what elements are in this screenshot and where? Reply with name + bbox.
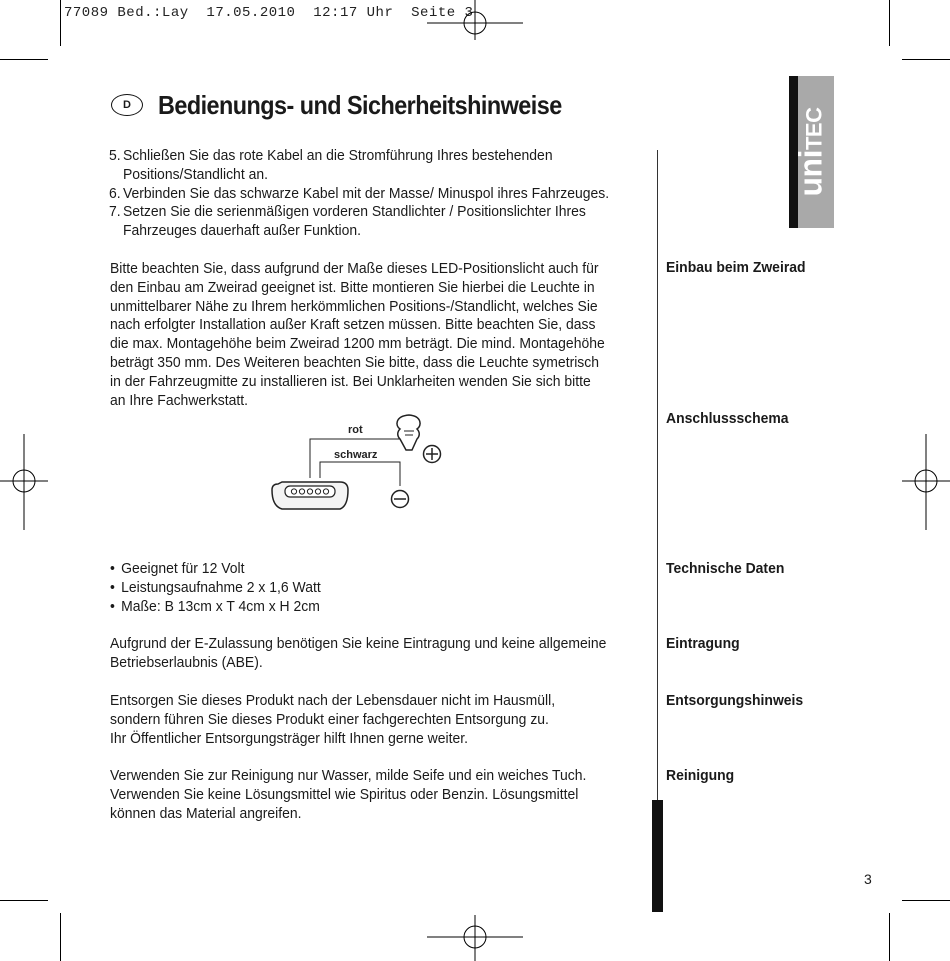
step-number: 6. — [109, 184, 121, 202]
page-number: 3 — [864, 871, 872, 887]
crop-mark — [902, 59, 950, 60]
registration-mark-icon — [0, 432, 48, 532]
led-light-icon — [272, 482, 348, 509]
red-wire-label: rot — [348, 424, 363, 436]
text-line: den Einbau am Zweirad geeignet ist. Bitte montieren Sie hierbei die Leuchte in — [110, 278, 595, 296]
text-line: können das Material angreifen. — [110, 804, 302, 822]
registration-mark-icon — [425, 0, 525, 40]
text-line: Betriebserlaubnis (ABE). — [110, 653, 263, 671]
crop-mark — [889, 913, 890, 961]
side-heading-specs: Technische Daten — [666, 560, 785, 577]
text-line: Aufgrund der E-Zulassung benötigen Sie keine Eintragung und keine allgemeine — [110, 635, 607, 652]
text-line: Bitte beachten Sie, dass aufgrund der Maße dieses LED-Positionslicht auch für — [110, 260, 599, 277]
text-line: Verwenden Sie keine Lösungsmittel wie Spiritus oder Benzin. Lösungsmittel — [110, 785, 579, 803]
mounting-paragraph — [110, 260, 605, 410]
crop-mark — [60, 913, 61, 961]
side-heading-mounting: Einbau beim Zweirad — [666, 259, 806, 276]
column-divider — [657, 150, 658, 800]
minus-terminal-icon — [392, 491, 409, 508]
text-line: Entsorgen Sie dieses Produkt nach der Lebensdauer nicht im Hausmüll, — [110, 692, 556, 709]
text-line: beträgt 350 mm. Des Weiteren beachten Sie bitte, dass die Leuchte symetrisch — [110, 353, 600, 371]
text-line: Verwenden Sie zur Reinigung nur Wasser, milde Seife und ein weiches Tuch. — [110, 767, 587, 784]
list-item — [109, 203, 609, 241]
crop-mark — [0, 900, 48, 901]
list-item: • Leistungsaufnahme 2 x 1,6 Watt — [110, 579, 321, 598]
text-line: die max. Montagehöhe beim Zweirad 1200 mm beträgt. Die mind. Montagehöhe — [110, 335, 605, 353]
crop-mark — [889, 0, 890, 46]
text-line: an Ihre Fachwerkstatt. — [110, 391, 249, 409]
registration-mark-icon — [902, 432, 950, 532]
crop-mark — [0, 59, 48, 60]
text-line: unmittelbarer Nähe zu Ihrem herkömmlichen Positions-/Standlicht, welches Sie — [110, 297, 598, 315]
text-line: Ihr Öffentlicher Entsorgungsträger hilft Ihnen gerne weiter. — [110, 729, 469, 747]
step-line: Verbinden Sie das schwarze Kabel mit der Masse/ Minuspol ihres Fahrzeuges. — [122, 184, 610, 202]
step-number: 5. — [109, 147, 121, 164]
side-heading-cleaning: Reinigung — [666, 767, 735, 784]
brand-logo-text — [793, 108, 830, 197]
list-item — [109, 185, 609, 204]
plus-terminal-icon — [424, 446, 441, 463]
step-line: Setzen Sie die serienmäßigen vorderen Standlichter / Positionslichter Ihres — [122, 203, 586, 221]
language-badge: D — [111, 94, 143, 116]
column-divider-bar — [652, 800, 663, 912]
side-heading-disposal: Entsorgungshinweis — [666, 692, 804, 709]
list-item: • Maße: B 13cm x T 4cm x H 2cm — [110, 598, 321, 617]
installation-steps — [109, 147, 609, 241]
logo-part-uni: uni — [792, 150, 829, 197]
text-line: nach erfolgter Installation außer Kraft setzen müssen. Bitte beachten Sie, dass — [110, 316, 596, 334]
bulb-icon — [397, 415, 420, 450]
crop-mark — [60, 0, 61, 46]
registration-mark-icon — [425, 915, 525, 961]
text-line: sondern führen Sie dieses Produkt einer fachgerechten Entsorgung zu. — [110, 710, 549, 728]
spec-list — [110, 560, 321, 616]
list-item: • Geeignet für 12 Volt — [110, 560, 321, 579]
list-item — [109, 147, 609, 185]
logo-part-tec: TEC — [801, 107, 827, 151]
page-title: Bedienungs- und Sicherheitshinweise — [158, 90, 562, 120]
registration-paragraph — [110, 635, 606, 673]
step-line: Positions/Standlicht an. — [122, 165, 268, 183]
black-wire-label: schwarz — [334, 449, 378, 461]
wiring-diagram — [268, 410, 448, 515]
step-line: Fahrzeuges dauerhaft außer Funktion. — [122, 222, 362, 240]
side-heading-registration: Eintragung — [666, 635, 740, 652]
step-number: 7. — [109, 203, 121, 221]
text-line: in der Fahrzeugmitte zu installieren ist. Bei Unklarheiten wenden Sie sich bitte — [110, 372, 591, 390]
step-line: Schließen Sie das rote Kabel an die Stromführung Ihres bestehenden — [122, 147, 553, 164]
cleaning-paragraph — [110, 767, 586, 823]
disposal-paragraph — [110, 692, 555, 748]
print-slug: 77089 Bed.:Lay 17.05.2010 12:17 Uhr Seite 3 — [64, 5, 474, 21]
side-heading-wiring: Anschlussschema — [666, 410, 789, 427]
crop-mark — [902, 900, 950, 901]
